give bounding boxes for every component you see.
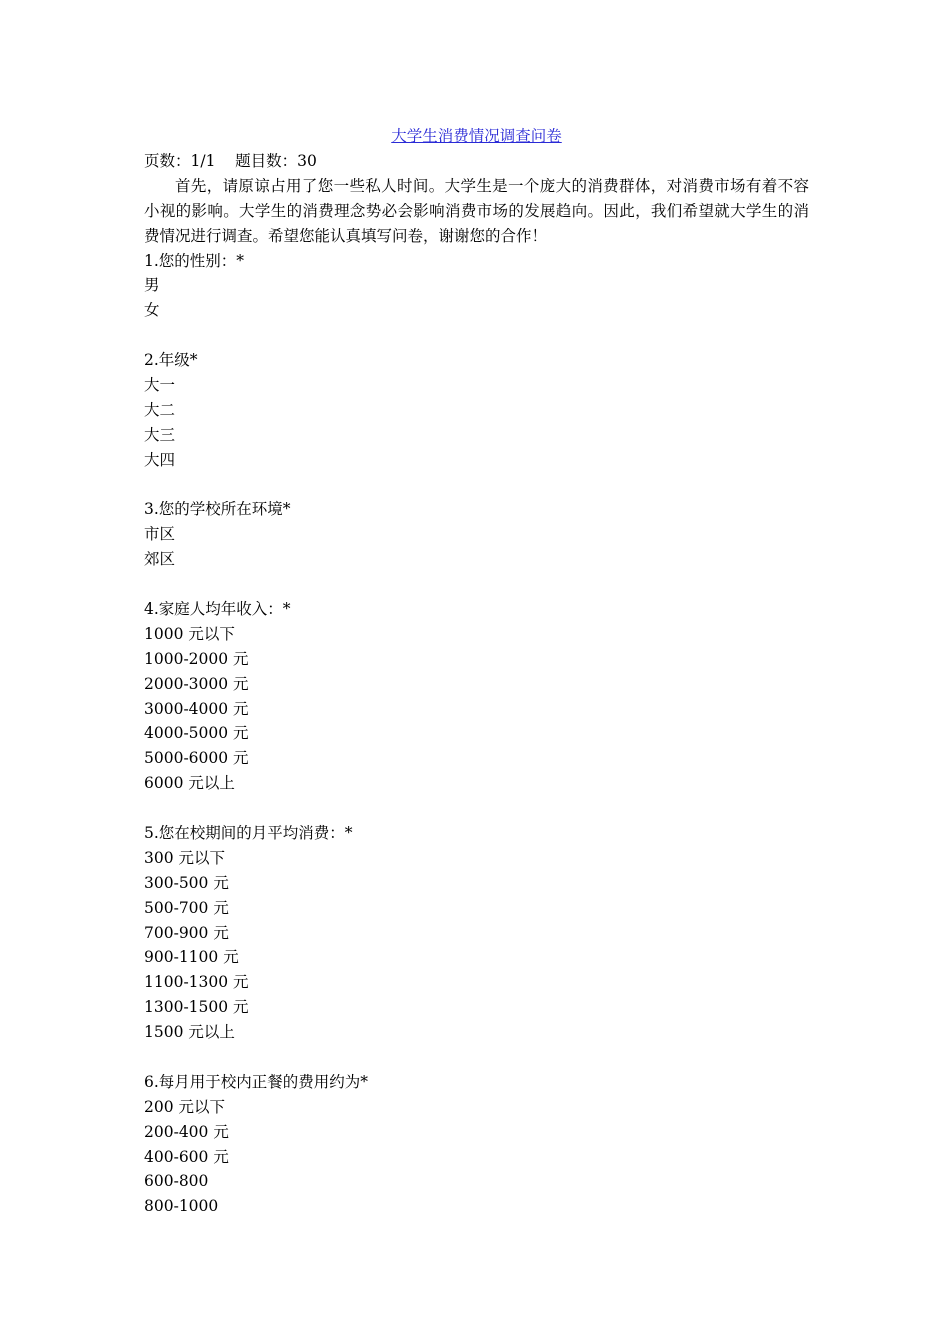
question-spacer [144, 323, 809, 348]
question-block [144, 249, 809, 324]
answer-option[interactable]: 500-700 元 [144, 898, 229, 917]
title-container [144, 124, 809, 149]
question-title: 1.您的性别：* [144, 251, 245, 270]
question-title: 3.您的学校所在环境* [144, 500, 291, 519]
question-block [144, 1070, 809, 1219]
question-block [144, 821, 809, 1045]
answer-option[interactable]: 大二 [144, 400, 176, 419]
answer-option[interactable]: 6000 元以上 [144, 774, 235, 793]
answer-option[interactable]: 大四 [144, 450, 176, 469]
answer-option[interactable]: 800-1000 [144, 1197, 219, 1216]
answer-option[interactable]: 700-900 元 [144, 923, 229, 942]
answer-option[interactable]: 200 元以下 [144, 1097, 226, 1116]
answer-option[interactable]: 600-800 [144, 1172, 209, 1191]
answer-option[interactable]: 5000-6000 元 [144, 749, 249, 768]
answer-option[interactable]: 200-400 元 [144, 1122, 229, 1141]
question-spacer [144, 796, 809, 821]
answer-option[interactable]: 女 [144, 301, 160, 320]
answer-option[interactable]: 大三 [144, 425, 176, 444]
intro-paragraph: 首先，请原谅占用了您一些私人时间。大学生是一个庞大的消费群体，对消费市场有着不容小视的影响。大学生的消费理念势必会影响消费市场的发展趋向。因此，我们希望就大学生的消费情况进行调查。希望您能认真填写问卷，谢谢您的合作！ [144, 176, 809, 245]
question-spacer [144, 572, 809, 597]
question-title: 6.每月用于校内正餐的费用约为* [144, 1072, 369, 1091]
answer-option[interactable]: 大一 [144, 375, 176, 394]
question-title: 4.家庭人均年收入：* [144, 599, 291, 618]
question-title: 2.年级* [144, 351, 198, 370]
document-page [144, 124, 809, 1219]
answer-option[interactable]: 1300-1500 元 [144, 998, 249, 1017]
answer-option[interactable]: 3000-4000 元 [144, 699, 249, 718]
question-list [144, 249, 809, 1220]
answer-option[interactable]: 1000 元以下 [144, 624, 235, 643]
page-meta: 页数：1/1 题目数：30 [144, 151, 317, 170]
answer-option[interactable]: 男 [144, 276, 160, 295]
answer-option[interactable]: 400-600 元 [144, 1147, 229, 1166]
answer-option[interactable]: 2000-3000 元 [144, 674, 249, 693]
question-title: 5.您在校期间的月平均消费：* [144, 823, 353, 842]
answer-option[interactable]: 1000-2000 元 [144, 649, 249, 668]
answer-option[interactable]: 4000-5000 元 [144, 724, 249, 743]
question-spacer [144, 1045, 809, 1070]
question-block [144, 597, 809, 796]
answer-option[interactable]: 900-1100 元 [144, 948, 239, 967]
answer-option[interactable]: 300 元以下 [144, 848, 226, 867]
question-spacer [144, 473, 809, 498]
answer-option[interactable]: 300-500 元 [144, 873, 229, 892]
answer-option[interactable]: 郊区 [144, 550, 176, 569]
answer-option[interactable]: 1100-1300 元 [144, 973, 249, 992]
question-block [144, 348, 809, 472]
question-block [144, 497, 809, 572]
answer-option[interactable]: 市区 [144, 525, 176, 544]
answer-option[interactable]: 1500 元以上 [144, 1023, 235, 1042]
document-title-link[interactable]: 大学生消费情况调查问卷 [391, 127, 562, 145]
